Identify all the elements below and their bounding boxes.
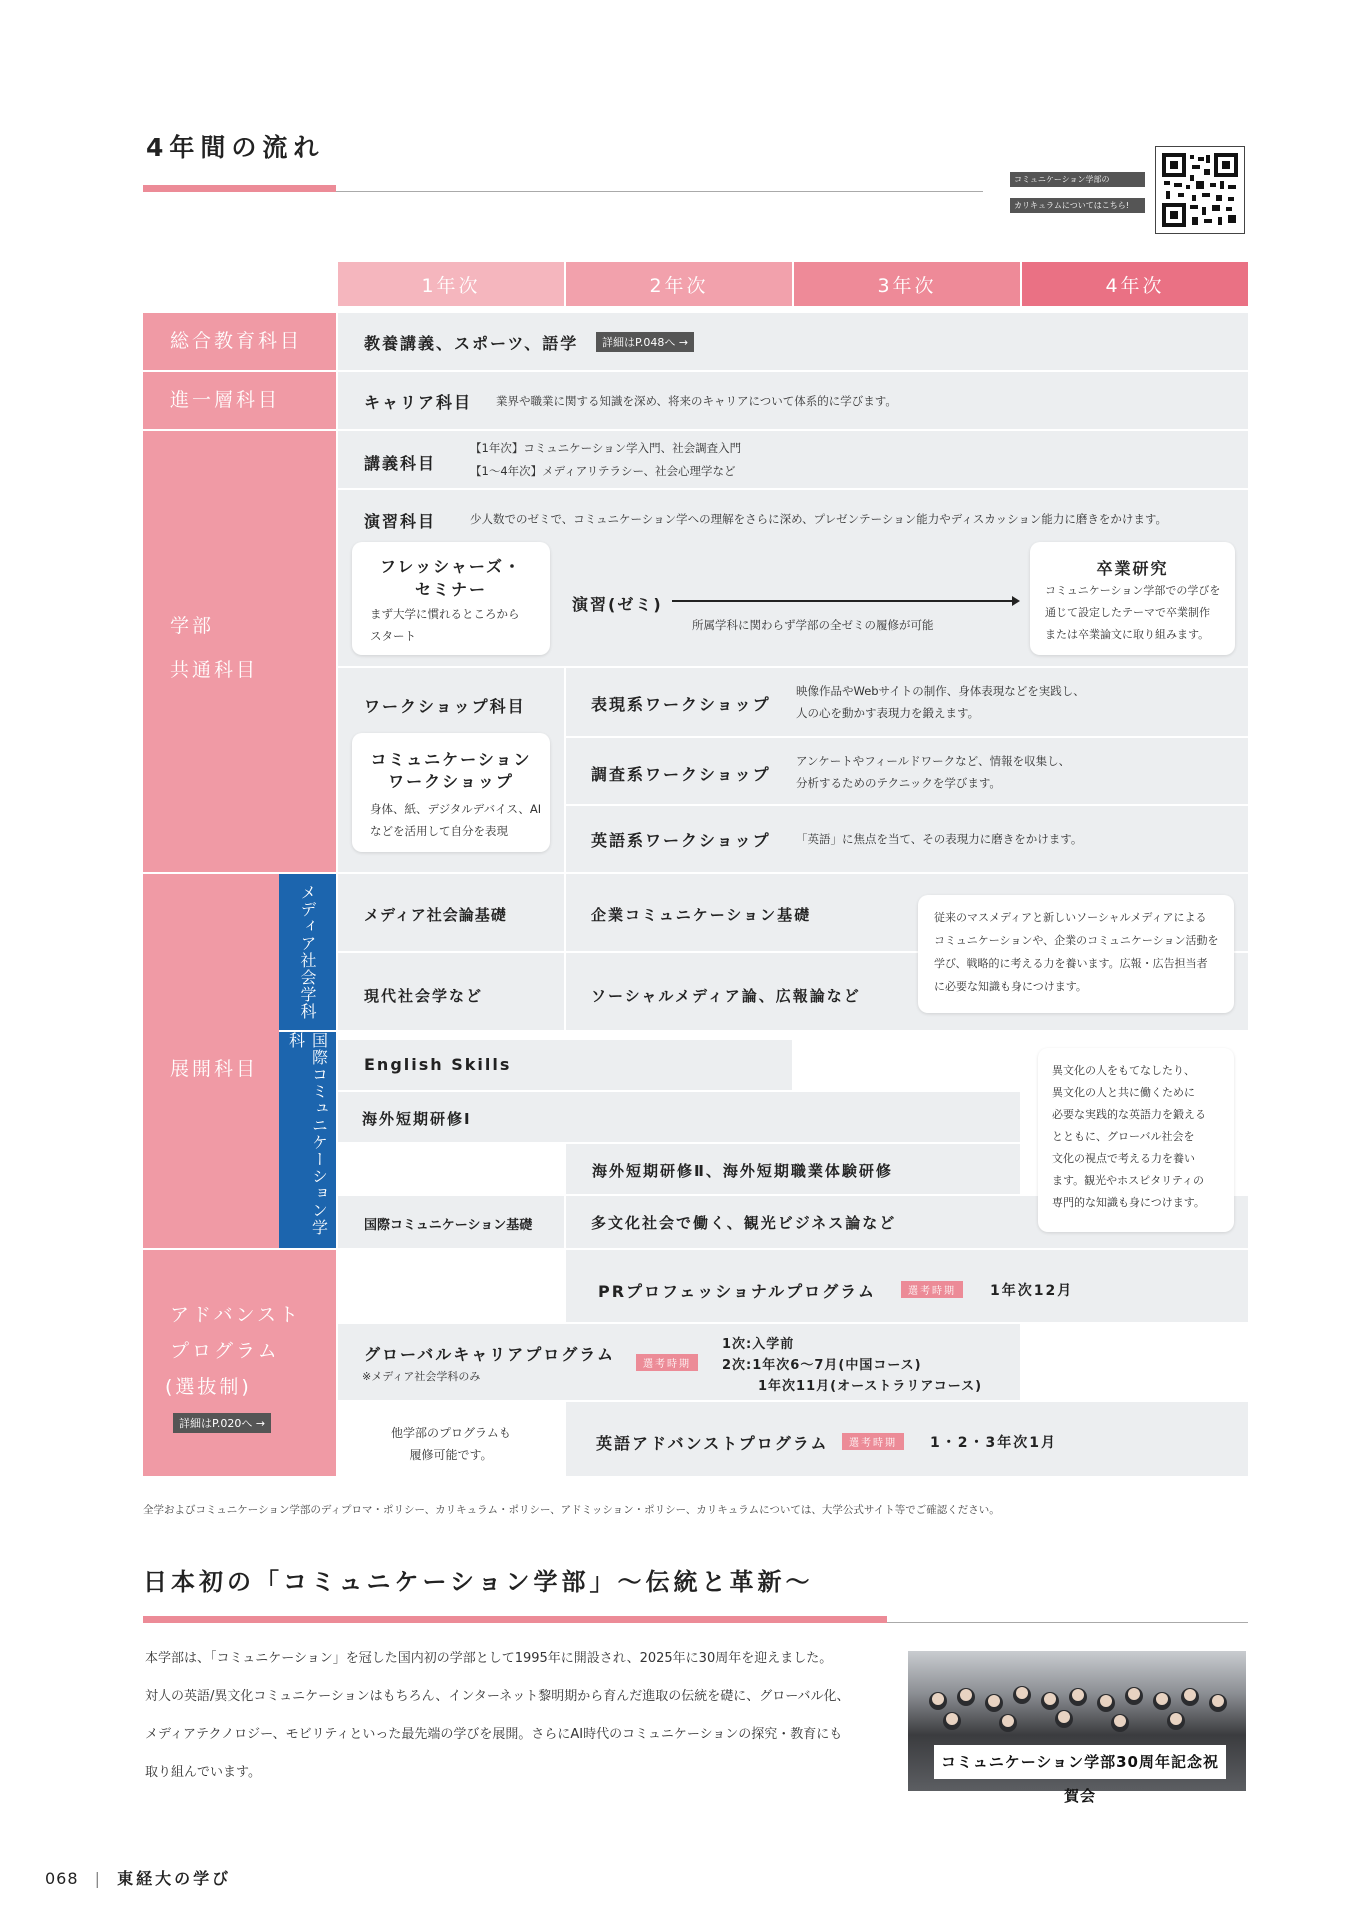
arrow-right-icon: → <box>678 336 689 349</box>
media-note-1: 従来のマスメディアと新しいソーシャルメディアによる <box>934 911 1207 924</box>
intl-course-multicultural: 多文化社会で働く、観光ビジネス論など <box>591 1214 897 1232</box>
intl-note-card <box>1038 1048 1234 1232</box>
graduation-desc-2: 通じて設定したテーマで卒業制作 <box>1045 606 1210 619</box>
intl-note-4: とともに、グローバル社会を <box>1052 1130 1195 1143</box>
general-subjects: 教養講義、スポーツ、語学 <box>364 334 579 353</box>
graduation-desc-3: または卒業論文に取り組みます。 <box>1045 628 1210 641</box>
intl-dept-label: 国際コミュニケーション学科 <box>279 1032 336 1248</box>
page-number: 068 <box>45 1869 79 1888</box>
workshop-item-2-desc-1: アンケートやフィールドワークなど、情報を収集し、 <box>796 754 1071 768</box>
policy-footnote: 全学およびコミュニケーション学部のディプロマ・ポリシー、カリキュラム・ポリシー、アドミッション・ポリシー、カリキュラムについては、大学公式サイト等でご確認ください。 <box>143 1504 1000 1516</box>
advance-label-1: アドバンスト <box>170 1304 302 1326</box>
media-note-2: コミュニケーションや、企業のコミュニケーション活動を <box>934 934 1219 947</box>
intl-course-abroad-2: 海外短期研修Ⅱ、海外短期職業体験研修 <box>592 1162 893 1180</box>
lecture-name: 講義科目 <box>364 454 437 473</box>
section2-accent-bar <box>143 1616 887 1623</box>
workshop-item-1-desc-2: 人の心を動かす表現力を鍛えます。 <box>796 706 980 720</box>
global-selection-tag: 選考時期 <box>636 1354 698 1371</box>
career-desc: 業界や職業に関する知識を深め、将来のキャリアについて体系的に学びます。 <box>496 394 897 408</box>
section2-body <box>145 1640 850 1792</box>
workshop-item-1-name: 表現系ワークショップ <box>591 695 771 714</box>
media-course-2: 現代社会学など <box>364 987 484 1005</box>
seminar-note: 所属学科に関わらず学部の全ゼミの履修が可能 <box>692 618 934 632</box>
anniversary-photo <box>908 1651 1246 1805</box>
intl-course-abroad-1: 海外短期研修Ⅰ <box>362 1110 472 1128</box>
practice-desc: 少人数でのゼミで、コミュニケーション学への理解をさらに深め、プレゼンテーション能力やディスカッション能力に磨きをかけます。 <box>470 512 1168 526</box>
intl-course-basics: 国際コミュニケーション基礎 <box>364 1218 533 1233</box>
section2-line-1: 本学部は、「コミュニケーション」を冠した国内初の学部として1995年に開設され、2025年に30周年を迎えました。 <box>145 1651 833 1666</box>
pr-timing: 1年次12月 <box>990 1283 1074 1299</box>
page-footer <box>45 1866 231 1889</box>
arrow-head-icon <box>1012 596 1020 606</box>
intl-note-6: ます。観光やホスピタリティの <box>1052 1174 1205 1187</box>
global-timing-1: 1次:入学前 <box>722 1337 795 1352</box>
section2-title: 日本初の「コミュニケーション学部」〜伝統と革新〜 <box>143 1568 814 1596</box>
general-detail-button[interactable] <box>596 332 694 352</box>
common-label-block <box>143 431 336 872</box>
workshop-card-desc-1: 身体、紙、デジタルデバイス、AI <box>370 802 542 816</box>
advance-detail-label: 詳細はP.020へ <box>179 1417 253 1430</box>
general-detail-label: 詳細はP.048へ <box>602 336 676 349</box>
advance-detail-button[interactable] <box>173 1413 271 1433</box>
other-programs-2: 履修可能です。 <box>409 1448 493 1462</box>
qr-code-icon <box>1156 147 1244 233</box>
intl-note-2: 異文化の人と共に働くために <box>1052 1086 1195 1099</box>
common-label-1: 学部 <box>170 615 215 637</box>
common-label-2: 共通科目 <box>170 659 259 681</box>
global-program-name: グローバルキャリアプログラム <box>364 1345 616 1364</box>
title-accent-bar <box>143 185 336 192</box>
media-course-3: 企業コミュニケーション基礎 <box>591 906 812 924</box>
section2-line-4: 取り組んでいます。 <box>145 1765 261 1780</box>
workshop-item-3-name: 英語系ワークショップ <box>591 831 771 850</box>
qr-caption-1: コミュニケーション学部の <box>1010 172 1145 187</box>
english-timing: 1・2・3年次1月 <box>930 1435 1057 1451</box>
intl-note-7: 専門的な知識も身につけます。 <box>1052 1196 1205 1209</box>
footer-separator: | <box>94 1869 102 1888</box>
workshop-item-2-name: 調査系ワークショップ <box>591 765 771 784</box>
intl-note-3: 必要な実践的な英語力を鍛える <box>1052 1108 1206 1121</box>
intl-note-1: 異文化の人をもてなしたり、 <box>1052 1064 1195 1077</box>
career-subject: キャリア科目 <box>364 393 473 412</box>
seminar-arrow-line <box>672 600 1016 602</box>
workshop-item-1-desc-1: 映像作品やWebサイトの制作、身体表現などを実践し、 <box>796 684 1085 698</box>
development-label-block <box>143 874 279 1248</box>
media-note-4: に必要な知識も身につけます。 <box>934 980 1087 993</box>
freshers-desc-2: スタート <box>370 629 416 643</box>
freshers-title-1: フレッシャーズ・ <box>379 557 523 576</box>
workshop-name: ワークショップ科目 <box>364 697 526 716</box>
media-dept-label: メディア社会学科 <box>279 874 336 1030</box>
lecture-line-2: 【1〜4年次】メディアリテラシー、社会心理学など <box>470 464 736 478</box>
workshop-card-title-1: コミュニケーション <box>370 750 532 769</box>
development-label: 展開科目 <box>170 1058 259 1080</box>
practice-name: 演習科目 <box>364 512 437 531</box>
global-timing-3: 1年次11月(オーストラリアコース) <box>758 1379 983 1394</box>
media-note-card <box>918 895 1234 1013</box>
workshop-card-title-2: ワークショップ <box>388 772 514 791</box>
advance-label-3: (選抜制) <box>165 1376 252 1398</box>
year-header-4: 4年次 <box>1022 262 1248 306</box>
other-programs-1: 他学部のプログラムも <box>391 1426 511 1440</box>
media-note-3: 学び、戦略的に考える力を養います。広報・広告担当者 <box>934 957 1208 970</box>
media-course-4: ソーシャルメディア論、広報論など <box>591 987 861 1005</box>
graduation-card <box>1030 542 1235 655</box>
advance-label-block <box>143 1250 336 1476</box>
seminar-label: 演習(ゼミ) <box>572 595 663 614</box>
advance-label-2: プログラム <box>170 1340 280 1362</box>
media-course-1: メディア社会論基礎 <box>364 906 507 924</box>
freshers-title-2: セミナー <box>414 580 487 599</box>
global-program-note: ※メディア社会学科のみ <box>362 1370 481 1383</box>
lecture-line-1: 【1年次】コミュニケーション学入門、社会調査入門 <box>470 441 742 455</box>
intl-course-english: English Skills <box>364 1055 512 1074</box>
english-program-name: 英語アドバンストプログラム <box>596 1434 829 1453</box>
intl-note-5: 文化の視点で考える力を養い <box>1052 1152 1195 1165</box>
communication-workshop-card <box>352 733 550 852</box>
footer-title: 東経大の学び <box>117 1869 232 1888</box>
workshop-card-desc-2: などを活用して自分を表現 <box>370 824 508 838</box>
year-header-3: 3年次 <box>794 262 1020 306</box>
section2-line-2: 対人の英語/異文化コミュニケーションはもちろん、インターネット黎明期から育んだ進取の伝統を礎に、グローバル化、 <box>145 1689 850 1704</box>
photo-banner: コミュニケーション学部30周年記念祝賀会 <box>934 1745 1226 1779</box>
graduation-desc-1: コミュニケーション学部での学びを <box>1045 584 1221 597</box>
year-header-2: 2年次 <box>566 262 792 306</box>
pr-program-name: PRプロフェッショナルプログラム <box>598 1282 876 1301</box>
qr-caption-2: カリキュラムについてはこちら! <box>1010 198 1145 213</box>
freshers-desc-1: まず大学に慣れるところから <box>370 607 520 621</box>
advanced-label: 進一層科目 <box>143 372 336 429</box>
year-header-1: 1年次 <box>338 262 564 306</box>
page-title: 4年間の流れ <box>146 133 325 162</box>
freshers-seminar-card <box>352 542 550 655</box>
pr-selection-tag: 選考時期 <box>901 1281 963 1298</box>
qr-code[interactable] <box>1155 146 1245 234</box>
general-education-label: 総合教育科目 <box>143 313 336 370</box>
arrow-right-icon: → <box>255 1417 266 1430</box>
workshop-item-2-desc-2: 分析するためのテクニックを学びます。 <box>796 776 1001 790</box>
english-selection-tag: 選考時期 <box>842 1433 904 1450</box>
workshop-item-3-desc: 「英語」に焦点を当て、その表現力に磨きをかけます。 <box>796 832 1083 846</box>
graduation-title: 卒業研究 <box>1096 559 1169 578</box>
global-timing-2: 2次:1年次6〜7月(中国コース) <box>722 1358 922 1373</box>
section2-line-3: メディアテクノロジー、モビリティといった最先端の学びを展開。さらにAI時代のコミュニケーションの探究・教育にも <box>145 1727 843 1742</box>
